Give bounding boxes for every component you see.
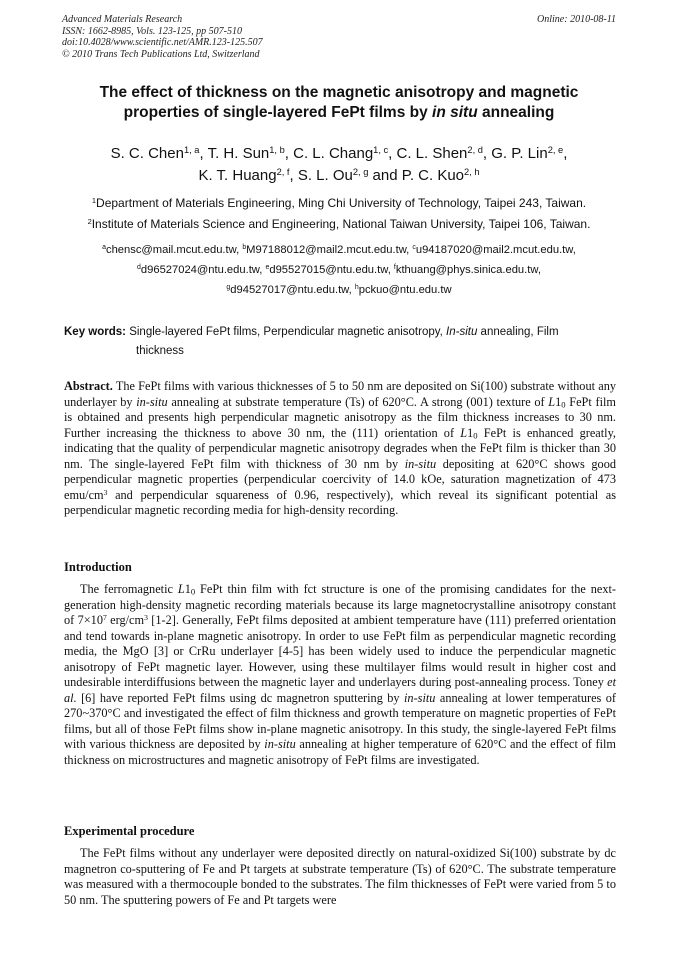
keywords-text: Single-layered FePt films, Perpendicular magnetic anisotropy, (126, 326, 447, 338)
intro-text: annealing at lower temperatures of 270~370°C and investigated the effect of film thickness and growth temperature on magnetic properties of FePt films, but all of those FePt films show in-plane magnetic anisotropy. In this study, the single-layered FePt films with various thickness are deposited by (64, 690, 617, 751)
author: P. C. Kuo (401, 167, 465, 184)
author-sup: 2, g (352, 166, 369, 177)
paper-title (60, 83, 618, 123)
intro-italic: et al. (64, 675, 616, 705)
abstract-text: and perpendicular squareness of 0.96, respectively), which reveal its significant potential as perpendicular magnetic recording media for high-density recording. (64, 487, 616, 517)
email-address[interactable]: chensc@mail.mcut.edu.tw, (105, 244, 240, 256)
email-address[interactable]: u94187020@mail2.mcut.edu.tw, (415, 244, 576, 256)
experimental-heading: Experimental procedure (64, 824, 195, 838)
email-address[interactable]: d94527017@ntu.edu.tw, (230, 284, 352, 296)
title-italic: in situ (432, 104, 478, 121)
affiliation-sup: 2 (87, 216, 92, 226)
affiliation-text: Department of Materials Engineering, Ming Chi University of Technology, Taipei 243, Taiwan. (96, 196, 587, 210)
separator: , (289, 167, 294, 184)
journal-header (62, 14, 263, 60)
intro-text: FePt thin film with fct structure is one of the promising candidates for the next-generation high-density magnetic recording materials because its large magnetocrystalline anisotropy constant of 7×10 (64, 582, 616, 627)
author: G. P. Lin (491, 145, 548, 162)
email-sup: f (393, 264, 396, 272)
author-line-2 (40, 165, 638, 187)
l10-digit: 1 (555, 394, 562, 409)
author: T. H. Sun (207, 145, 270, 162)
intro-italic: in-situ (264, 737, 296, 751)
abstract-text: The FePt films with various thicknesses of 5 to 50 nm are deposited on Si(100) substrate without any underlayer by (64, 379, 616, 409)
experimental-paragraph: The FePt films without any underlayer were deposited directly on natural-oxidized Si(100) substrate by dc magnetron co-sputtering of Fe and Pt targets at substrate temperature (Ts) of 620°C. The substrate temperature was measured with a thermocouple bonded to the substrates. The film thicknesses of FePt were varied from 5 to 50 nm. The sputtering powers of Fe and Pt targets were (64, 846, 616, 907)
affiliation-sup: 1 (91, 195, 97, 205)
l10-symbol: L (177, 582, 185, 596)
affiliation-2 (40, 214, 638, 235)
journal-issn: ISSN: 1662-8985, Vols. 123-125, pp 507-510 (62, 25, 242, 37)
l10-subscript: 0 (190, 586, 196, 597)
keywords-italic: In-situ (446, 326, 478, 338)
separator: , (199, 145, 204, 162)
email-address[interactable]: M97188012@mail2.mcut.edu.tw, (246, 244, 410, 256)
email-sup: d (137, 264, 141, 272)
l10-subscript: 0 (473, 430, 478, 441)
journal-doi: doi:10.4028/www.scientific.net/AMR.123-125.507 (62, 37, 263, 48)
author: C. L. Shen (396, 145, 468, 162)
keywords (64, 323, 616, 361)
abstract-text: depositing at 620°C shows good perpendicular magnetic properties (perpendicular coercivity of 14.0 kOe, saturation magnetization of 473 emu/cm (64, 456, 616, 502)
email-line-3 (40, 280, 638, 300)
author-sup: 2, h (464, 166, 480, 177)
email-address[interactable]: pckuo@ntu.edu.tw (358, 284, 452, 296)
introduction-paragraph (64, 582, 616, 768)
title-text: properties of single-layered FePt films by (123, 104, 433, 121)
email-sup: e (265, 264, 270, 272)
online-date: Online: 2010-08-11 (537, 14, 616, 25)
email-sup: g (226, 284, 231, 292)
abstract (64, 379, 616, 519)
keywords-line-1 (64, 323, 616, 342)
title-text-end: annealing (477, 104, 555, 121)
intro-text: [6] have reported FePt films using dc magnetron sputtering by (76, 690, 405, 705)
separator: , (482, 145, 488, 162)
abstract-text: FePt is enhanced greatly, indicating that the quality of perpendicular magnetic anisotropy degrades when the FePt film is thicker than 30 nm. The single-layered FePt film with thickness of 30 nm by (64, 425, 616, 471)
email-sup: h (354, 284, 359, 292)
intro-text: [1-2]. Generally, FePt films deposited at ambient temperature have (111) preferred orientation and tend towards in-plane magnetic anisotropy. In order to use FePt film as perpendicular magnetic recording media, the MgO [3] or CrRu underlayer [4-5] has been widely used to induce the perpendicular magnetic anisotropy of FePt magnetic layer. However, using these multilayer films would result in higher cost and undesirable interdiffusions between the magnetic layer and underlayers during post-annealing process. Toney (64, 613, 616, 689)
intro-text: The ferromagnetic (80, 582, 178, 596)
author-sup: 1, a (183, 144, 200, 155)
l10-subscript: 0 (561, 399, 566, 410)
email-sup: a (102, 244, 106, 252)
l10-digit: 1 (467, 425, 474, 440)
author: S. C. Chen (110, 145, 184, 162)
author-sup: 2, d (467, 144, 483, 155)
l10-digit: 1 (184, 582, 191, 596)
email-address[interactable]: d96527024@ntu.edu.tw, (140, 264, 263, 276)
author-sup: 2, e (547, 144, 564, 155)
author: K. T. Huang (198, 167, 277, 184)
author-sup: 2, f (276, 166, 290, 177)
author-line-1 (40, 143, 638, 165)
affiliation-1 (40, 193, 638, 214)
l10-symbol: L (460, 425, 468, 440)
title-line-2 (60, 103, 618, 123)
abstract-label: Abstract. (64, 379, 113, 393)
and-word: and (372, 167, 398, 184)
author: C. L. Chang (293, 145, 374, 162)
l10-symbol: L (548, 394, 556, 409)
affiliation-text: Institute of Materials Science and Engineering, National Taiwan University, Taipei 106, Taiwan. (91, 217, 591, 231)
abstract-italic: in-situ (136, 394, 168, 409)
author: S. L. Ou (297, 167, 353, 184)
separator: , (388, 145, 393, 162)
abstract-sup: 3 (103, 487, 108, 497)
title-line-1: The effect of thickness on the magnetic anisotropy and magnetic (99, 84, 579, 101)
email-line-1 (40, 240, 638, 260)
author-sup: 1, c (373, 144, 389, 155)
email-sup: c (412, 244, 416, 252)
intro-italic: in-situ (404, 690, 436, 705)
email-sup: b (242, 244, 247, 252)
keywords-line-2: thickness (136, 345, 184, 357)
keywords-label: Key words: (64, 326, 126, 338)
separator: , (563, 145, 568, 162)
keywords-text: annealing, Film (477, 326, 559, 338)
email-address[interactable]: kthuang@phys.sinica.edu.tw, (395, 264, 541, 276)
affiliations (40, 193, 638, 235)
abstract-text: FePt film is obtained and presents high perpendicular magnetic anisotropy as the film thickness increases to 30 nm. Further increasing the thickness to above 30 nm, the (111) orientation of (64, 394, 616, 440)
journal-copyright: © 2010 Trans Tech Publications Ltd, Switzerland (62, 48, 260, 60)
email-line-2 (40, 260, 638, 280)
author-list (40, 143, 638, 187)
intro-text: erg/cm (106, 613, 145, 627)
email-address[interactable]: d95527015@ntu.edu.tw, (269, 264, 391, 276)
intro-sup: 7 (102, 612, 107, 622)
abstract-italic: in-situ (404, 456, 437, 471)
author-sup: 1, b (269, 144, 285, 155)
intro-sup: 3 (144, 612, 148, 622)
intro-text: annealing at higher temperature of 620°C and the effect of film thickness on microstructures and magnetic anisotropy of FePt films are investigated. (64, 737, 616, 767)
separator: , (284, 145, 289, 162)
introduction-heading: Introduction (64, 560, 132, 574)
email-list (40, 240, 638, 300)
abstract-text: annealing at substrate temperature (Ts) of 620°C. A strong (001) texture of (167, 394, 549, 409)
journal-name: Advanced Materials Research (62, 14, 183, 25)
